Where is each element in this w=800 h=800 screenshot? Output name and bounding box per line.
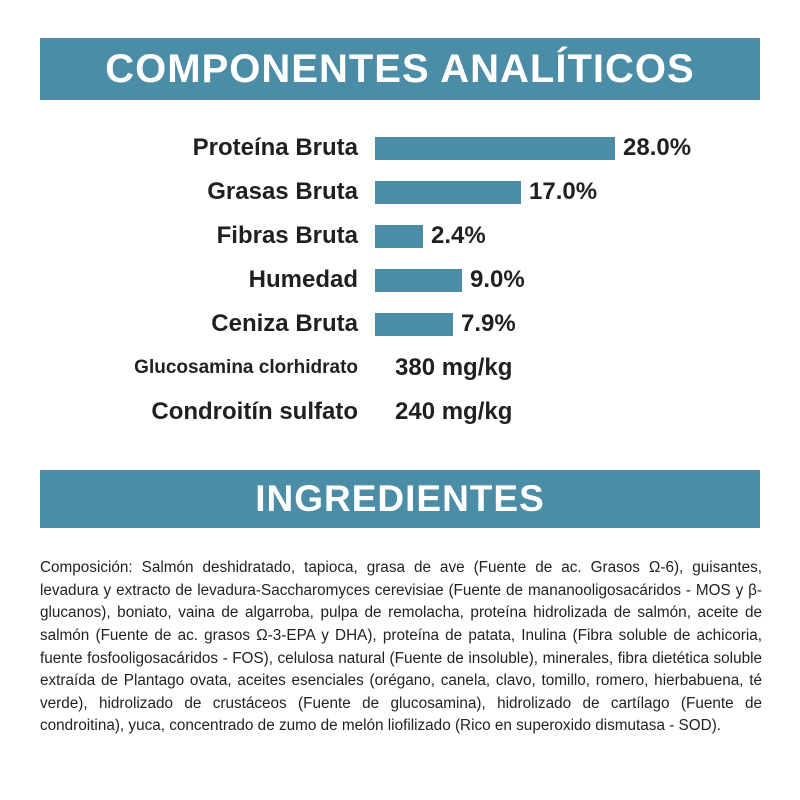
analytical-row-label: Proteína Bruta (192, 134, 358, 161)
analytical-row-label: Condroitín sulfato (151, 398, 358, 425)
analytical-row-bar-wrap (375, 214, 800, 258)
analytical-bar (375, 181, 521, 204)
analytical-row-label: Fibras Bruta (216, 222, 358, 249)
analytical-row-label: Humedad (248, 266, 358, 293)
analytical-row (0, 390, 800, 434)
analytical-components-title: COMPONENTES ANALÍTICOS (40, 38, 760, 100)
analytical-row-value: 9.0% (470, 266, 525, 293)
analytical-bar (375, 269, 462, 292)
analytical-row (0, 346, 800, 390)
analytical-row-label: Ceniza Bruta (211, 310, 358, 337)
analytical-row-label: Glucosamina clorhidrato (134, 357, 358, 378)
analytical-bar (375, 313, 453, 336)
analytical-row-value: 380 mg/kg (395, 354, 513, 381)
analytical-row (0, 302, 800, 346)
analytical-bar (375, 225, 423, 248)
analytical-row-value: 17.0% (529, 178, 598, 205)
analytical-row (0, 170, 800, 214)
analytical-row-bar-wrap (375, 170, 800, 214)
analytical-row-bar-wrap (375, 258, 800, 302)
analytical-row-bar-wrap (375, 126, 800, 170)
analytical-row-value: 7.9% (461, 310, 516, 337)
analytical-row-bar-wrap (375, 346, 800, 390)
analytical-row-bar-wrap (375, 302, 800, 346)
analytical-row-value: 2.4% (431, 222, 486, 249)
analytical-row-value: 240 mg/kg (395, 398, 513, 425)
analytical-row-bar-wrap (375, 390, 800, 434)
ingredients-paragraph: Composición: Salmón deshidratado, tapioca, grasa de ave (Fuente de ac. Grasos Ω-6), guisantes, levadura y extracto de levadura-Saccharomyces cerevisiae (Fuente de mananooligosacáridos - MOS y β-glucanos), boniato, vaina de algarroba, pulpa de remolacha, proteína hidrolizada de salmón, aceite de salmón (Fuente de ac. grasos Ω-3-EPA y DHA), proteína de patata, Inulina (Fibra soluble de achicoria, fuente fosfooligosacáridos - FOS), celulosa natural (Fuente de insoluble), minerales, fibra dietética soluble extraída de Plantago ovata, aceites esenciales (orégano, canela, clavo, tomillo, romero, hierbabuena, té verde), hidrolizado de crustáceos (Fuente de glucosamina), hidrolizado de cartílago (Fuente de condroitina), yuca, concentrado de zumo de melón liofilizado (Rico en superoxido dismutasa - SOD). (40, 559, 762, 735)
ingredients-title: INGREDIENTES (40, 470, 760, 528)
analytical-row-label: Grasas Bruta (207, 178, 358, 205)
analytical-components-chart (0, 126, 800, 434)
analytical-row (0, 258, 800, 302)
analytical-row-value: 28.0% (623, 134, 692, 161)
analytical-bar (375, 137, 615, 160)
analytical-row (0, 126, 800, 170)
analytical-row (0, 214, 800, 258)
